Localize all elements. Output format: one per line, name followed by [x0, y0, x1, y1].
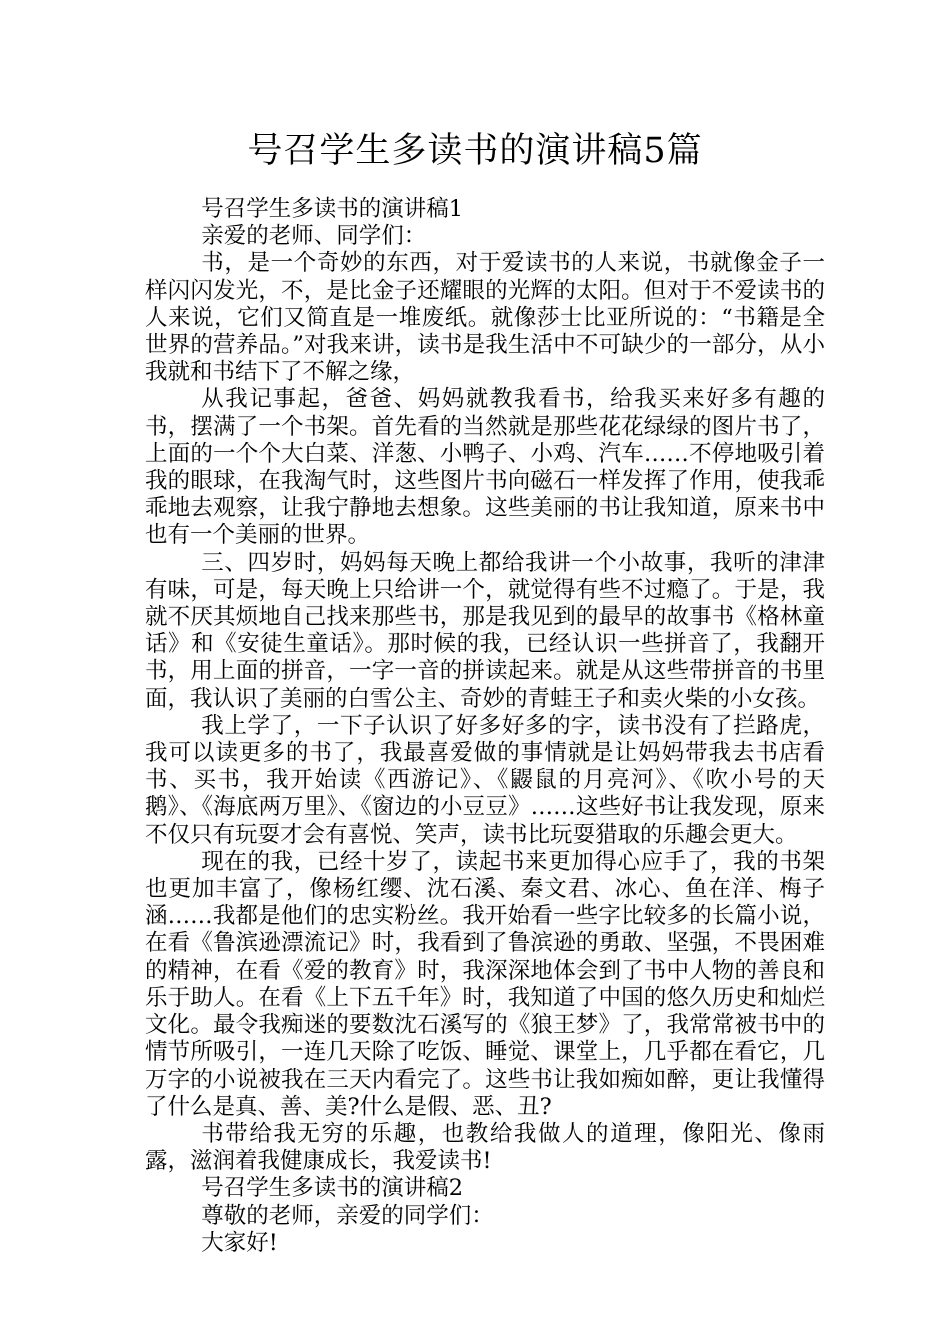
document-body — [145, 196, 825, 1257]
section-heading: 号召学生多读书的演讲稿2 — [201, 1175, 464, 1202]
salutation: 亲爱的老师、同学们： — [201, 223, 427, 250]
body-paragraph: 书，是一个奇妙的东西，对于爱读书的人来说，书就像金子一样闪闪发光，不，是比金子还耀眼的光辉的太阳。但对于不爱读书的人来说，它们又简直是一堆废纸。就像莎士比亚所说的：“书籍是全世界的营养品。”对我来讲，读书是我生活中不可缺少的一部分，从小我就和书结下了不解之缘， — [145, 250, 825, 386]
body-paragraph: 书带给我无穷的乐趣，也教给我做人的道理，像阳光、像雨露，滋润着我健康成长，我爱读书! — [145, 1120, 825, 1175]
body-paragraph: 从我记事起，爸爸、妈妈就教我看书，给我买来好多有趣的书，摆满了一个书架。首先看的当然就是那些花花绿绿的图片书了，上面的一个个大白菜、洋葱、小鸭子、小鸡、汽车……不停地吸引着我的眼球，在我淘气时，这些图片书向磁石一样发挥了作用，使我乖乖地去观察，让我宁静地去想象。这些美丽的书让我知道，原来书中也有一个美丽的世界。 — [145, 386, 825, 549]
body-paragraph: 现在的我，已经十岁了，读起书来更加得心应手了，我的书架也更加丰富了，像杨红缨、沈石溪、秦文君、冰心、鱼在洋、梅子涵……我都是他们的忠实粉丝。我开始看一些字比较多的长篇小说，在看《鲁滨逊漂流记》时，我看到了鲁滨逊的勇敢、坚强，不畏困难的精神，在看《爱的教育》时，我深深地体会到了书中人物的善良和乐于助人。在看《上下五千年》时，我知道了中国的悠久历史和灿烂文化。最令我痴迷的要数沈石溪写的《狼王梦》了，我常常被书中的情节所吸引，一连几天除了吃饭、睡觉、课堂上，几乎都在看它，几万字的小说被我在三天内看完了。这些书让我如痴如醉，更让我懂得了什么是真、善、美?什么是假、恶、丑? — [145, 848, 825, 1120]
greeting: 大家好! — [201, 1229, 278, 1256]
document-title: 号召学生多读书的演讲稿5篇 — [247, 131, 703, 171]
salutation: 尊敬的老师，亲爱的同学们： — [201, 1202, 494, 1229]
section-heading: 号召学生多读书的演讲稿1 — [201, 196, 464, 222]
body-paragraph: 我上学了，一下子认识了好多好多的字，读书没有了拦路虎，我可以读更多的书了，我最喜爱做的事情就是让妈妈带我去书店看书、买书，我开始读《西游记》、《鼹鼠的月亮河》、《吹小号的天鹅》、《海底两万里》、《窗边的小豆豆》……这些好书让我发现，原来不仅只有玩耍才会有喜悦、笑声，读书比玩耍猎取的乐趣会更大。 — [145, 712, 825, 848]
body-paragraph: 三、四岁时，妈妈每天晚上都给我讲一个小故事，我听的津津有味，可是，每天晚上只给讲一个，就觉得有些不过瘾了。于是，我就不厌其烦地自己找来那些书，那是我见到的最早的故事书《格林童话》和《安徒生童话》。那时候的我，已经认识一些拼音了，我翻开书，用上面的拼音，一字一音的拼读起来。就是从这些带拼音的书里面，我认识了美丽的白雪公主、奇妙的青蛙王子和卖火柴的小女孩。 — [145, 549, 825, 712]
